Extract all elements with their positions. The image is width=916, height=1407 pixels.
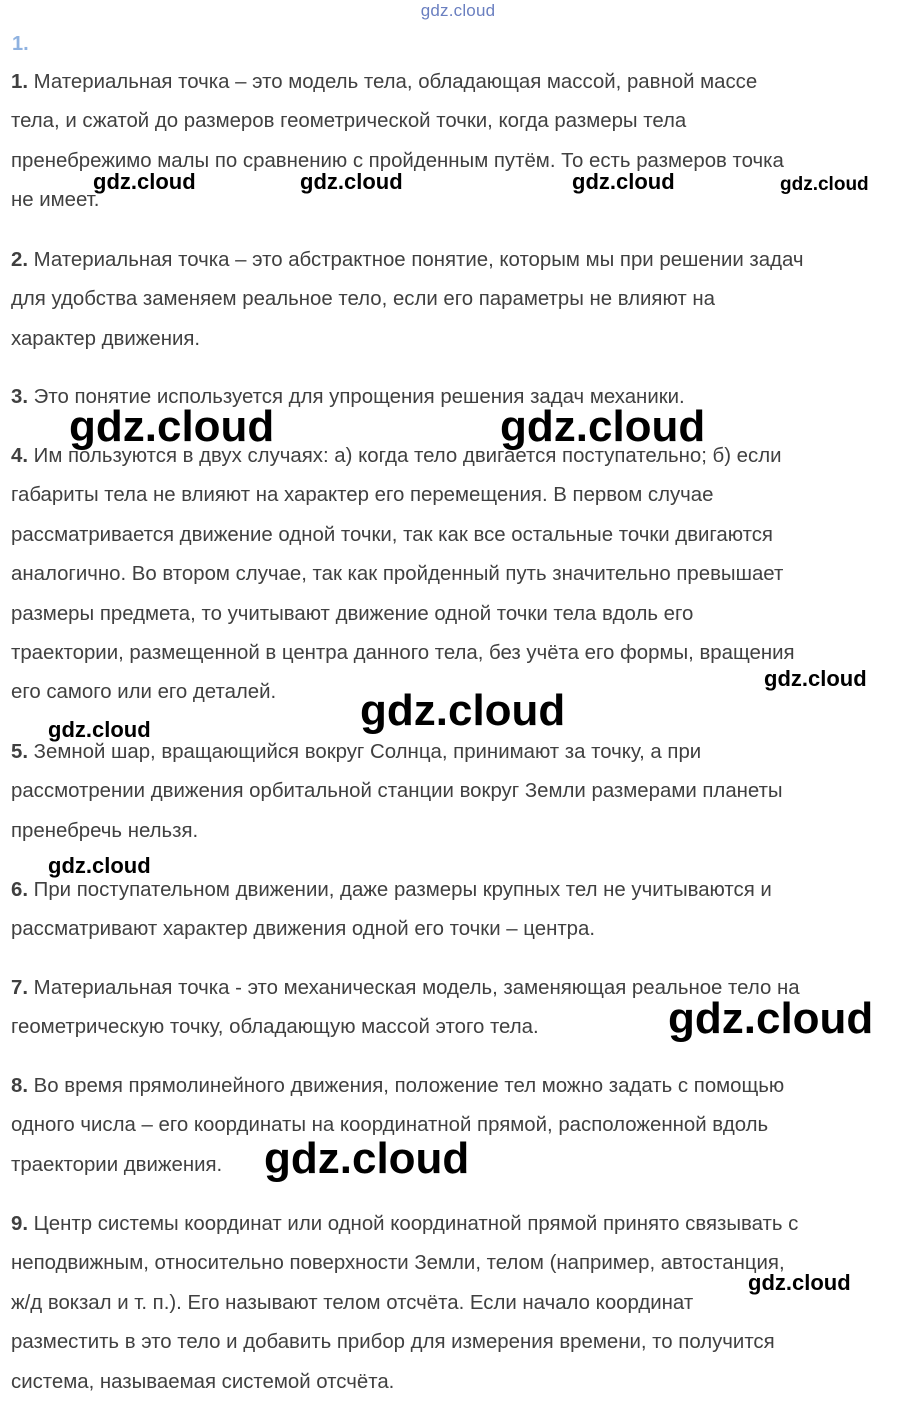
watermark: gdz.cloud [264, 1134, 470, 1183]
watermark: gdz.cloud [668, 994, 874, 1043]
paragraph-line: геометрическую точку, обладающую массой этого тела. [11, 1016, 539, 1039]
paragraph-line: пренебрежимо малы по сравнению с пройденным путём. То есть размеров точка [11, 149, 784, 172]
watermark: gdz.cloud [572, 169, 675, 194]
paragraph-number: 6. [11, 879, 29, 901]
watermark: gdz.cloud [748, 1270, 851, 1295]
answer-paragraph-9 [11, 1205, 911, 1402]
watermark: gdz.cloud [300, 169, 403, 194]
paragraph-number: 5. [11, 741, 29, 763]
watermark: gdz.cloud [69, 402, 275, 451]
paragraph-number: 9. [11, 1213, 29, 1235]
paragraph-line: не имеет. [11, 189, 100, 212]
watermark: gdz.cloud [780, 174, 869, 195]
watermark: gdz.cloud [48, 717, 151, 742]
paragraph-line: Материальная точка – это абстрактное понятие, которым мы при решении задач [28, 249, 804, 271]
paragraph-line: пренебречь нельзя. [11, 819, 199, 842]
paragraph-line: Материальная точка - это механическая модель, заменяющая реальное тело на [28, 977, 800, 999]
paragraph-line: При поступательном движении, даже размеры крупных тел не учитываются и [28, 879, 772, 901]
paragraph-number: 2. [11, 249, 29, 271]
watermark: gdz.cloud [93, 169, 196, 194]
paragraph-line: рассмотрении движения орбитальной станции вокруг Земли размерами планеты [11, 780, 783, 803]
site-brand: gdz.cloud [420, 1, 496, 20]
paragraph-line: аналогично. Во втором случае, так как пройденный путь значительно превышает [11, 563, 784, 586]
paragraph-line: траектории движения. [11, 1153, 223, 1176]
paragraph-line: система, называемая системой отсчёта. [11, 1370, 395, 1393]
answer-paragraph-1 [11, 63, 911, 221]
paragraph-number: 7. [11, 977, 29, 999]
paragraph-line: разместить в это тело и добавить прибор для измерения времени, то получится [11, 1331, 775, 1354]
paragraph-line: Земной шар, вращающийся вокруг Солнца, принимают за точку, а при [28, 741, 702, 763]
paragraph-line: его самого или его деталей. [11, 681, 277, 704]
paragraph-line: для удобства заменяем реальное тело, если его параметры не влияют на [11, 288, 715, 311]
paragraph-line: одного числа – его координаты на координатной прямой, расположенной вдоль [11, 1114, 769, 1137]
paragraph-line: характер движения. [11, 327, 201, 350]
paragraph-line: траектории, размещенной в центра данного тела, без учёта его формы, вращения [11, 642, 795, 665]
answer-paragraph-5 [11, 733, 911, 851]
watermark: gdz.cloud [360, 686, 566, 735]
watermark: gdz.cloud [48, 853, 151, 878]
paragraph-line: рассматривается движение одной точки, так как все остальные точки двигаются [11, 523, 773, 546]
paragraph-line: рассматривают характер движения одной его точки – центра. [11, 918, 596, 941]
watermark: gdz.cloud [764, 666, 867, 691]
paragraph-number: 4. [11, 445, 29, 467]
paragraph-line: Во время прямолинейного движения, положение тел можно задать с помощью [28, 1075, 785, 1097]
paragraph-line: неподвижным, относительно поверхности Земли, телом (например, автостанция, [11, 1252, 785, 1275]
paragraph-line: размеры предмета, то учитывают движение одной точки тела вдоль его [11, 602, 694, 625]
paragraph-line: Это понятие используется для упрощения решения задач механики. [28, 386, 685, 408]
paragraph-line: Материальная точка – это модель тела, обладающая массой, равной массе [28, 71, 758, 93]
paragraph-line: габариты тела не влияют на характер его перемещения. В первом случае [11, 484, 714, 507]
paragraph-number: 8. [11, 1075, 29, 1097]
paragraph-line: Центр системы координат или одной координатной прямой принято связывать с [28, 1213, 799, 1235]
answer-paragraph-2 [11, 241, 911, 359]
paragraph-line: ж/д вокзал и т. п.). Его называют телом отсчёта. Если начало координат [11, 1291, 694, 1314]
watermark: gdz.cloud [500, 402, 706, 451]
paragraph-line: Им пользуются в двух случаях: а) когда тело двигается поступательно; б) если [28, 445, 782, 467]
task-number: 1. [12, 33, 29, 55]
paragraph-number: 3. [11, 386, 29, 408]
answer-paragraph-6 [11, 871, 911, 950]
paragraph-line: тела, и сжатой до размеров геометрической точки, когда размеры тела [11, 110, 687, 133]
paragraph-number: 1. [11, 71, 29, 93]
